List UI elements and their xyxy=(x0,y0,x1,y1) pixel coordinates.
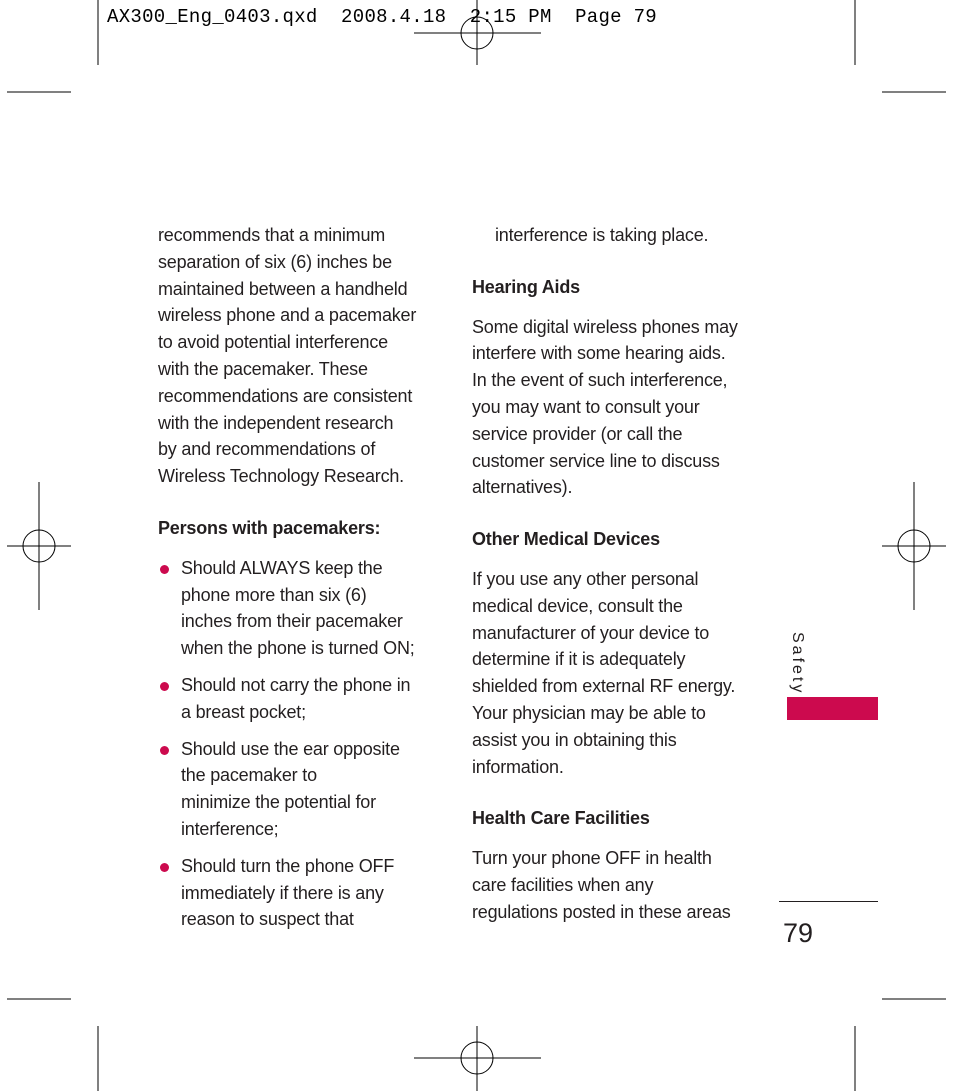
bullet-item: Should not carry the phone in a breast pocket; xyxy=(158,672,448,726)
section-label: Safety xyxy=(789,632,806,696)
page-number: 79 xyxy=(783,918,814,948)
health-care-paragraph: Turn your phone OFF in health care facilities when any regulations posted in these areas xyxy=(472,848,731,922)
hearing-aids-heading: Hearing Aids xyxy=(472,276,580,297)
bullet-item: Should use the ear opposite the pacemaker to minimize the potential for interference; xyxy=(158,736,448,843)
section-tab xyxy=(787,697,878,720)
print-slug: AX300_Eng_0403.qxd 2008.4.18 2:15 PM Page 79 xyxy=(107,6,657,28)
continued-text: interference is taking place. xyxy=(495,225,709,245)
hearing-aids-paragraph: Some digital wireless phones may interfere with some hearing aids. In the event of such interference, you may want to consult your service provider (or call the customer service line to discuss alternatives). xyxy=(472,316,738,498)
intro-paragraph: recommends that a minimum separation of six (6) inches be maintained between a handheld wireless phone and a pacemaker to avoid potential interference with the pacemaker. These recommendations are consistent with the independent research by and recommendations of Wireless Technology Research. xyxy=(158,225,417,487)
right-column xyxy=(472,222,762,926)
health-care-heading: Health Care Facilities xyxy=(472,808,650,829)
bullet-item: Should ALWAYS keep the phone more than six (6) inches from their pacemaker when the phone is turned ON; xyxy=(158,555,448,662)
page-number-rule xyxy=(779,901,878,902)
bullet-item: Should turn the phone OFF immediately if there is any reason to suspect that xyxy=(158,853,448,933)
pacemaker-bullet-list xyxy=(158,555,448,933)
medical-devices-paragraph: If you use any other personal medical device, consult the manufacturer of your device to determine if it is adequately shielded from external RF energy. Your physician may be able to assist you in obtaining this information. xyxy=(472,568,736,777)
medical-devices-heading: Other Medical Devices xyxy=(472,529,660,550)
left-column xyxy=(158,222,448,933)
pacemakers-heading: Persons with pacemakers: xyxy=(158,517,381,538)
